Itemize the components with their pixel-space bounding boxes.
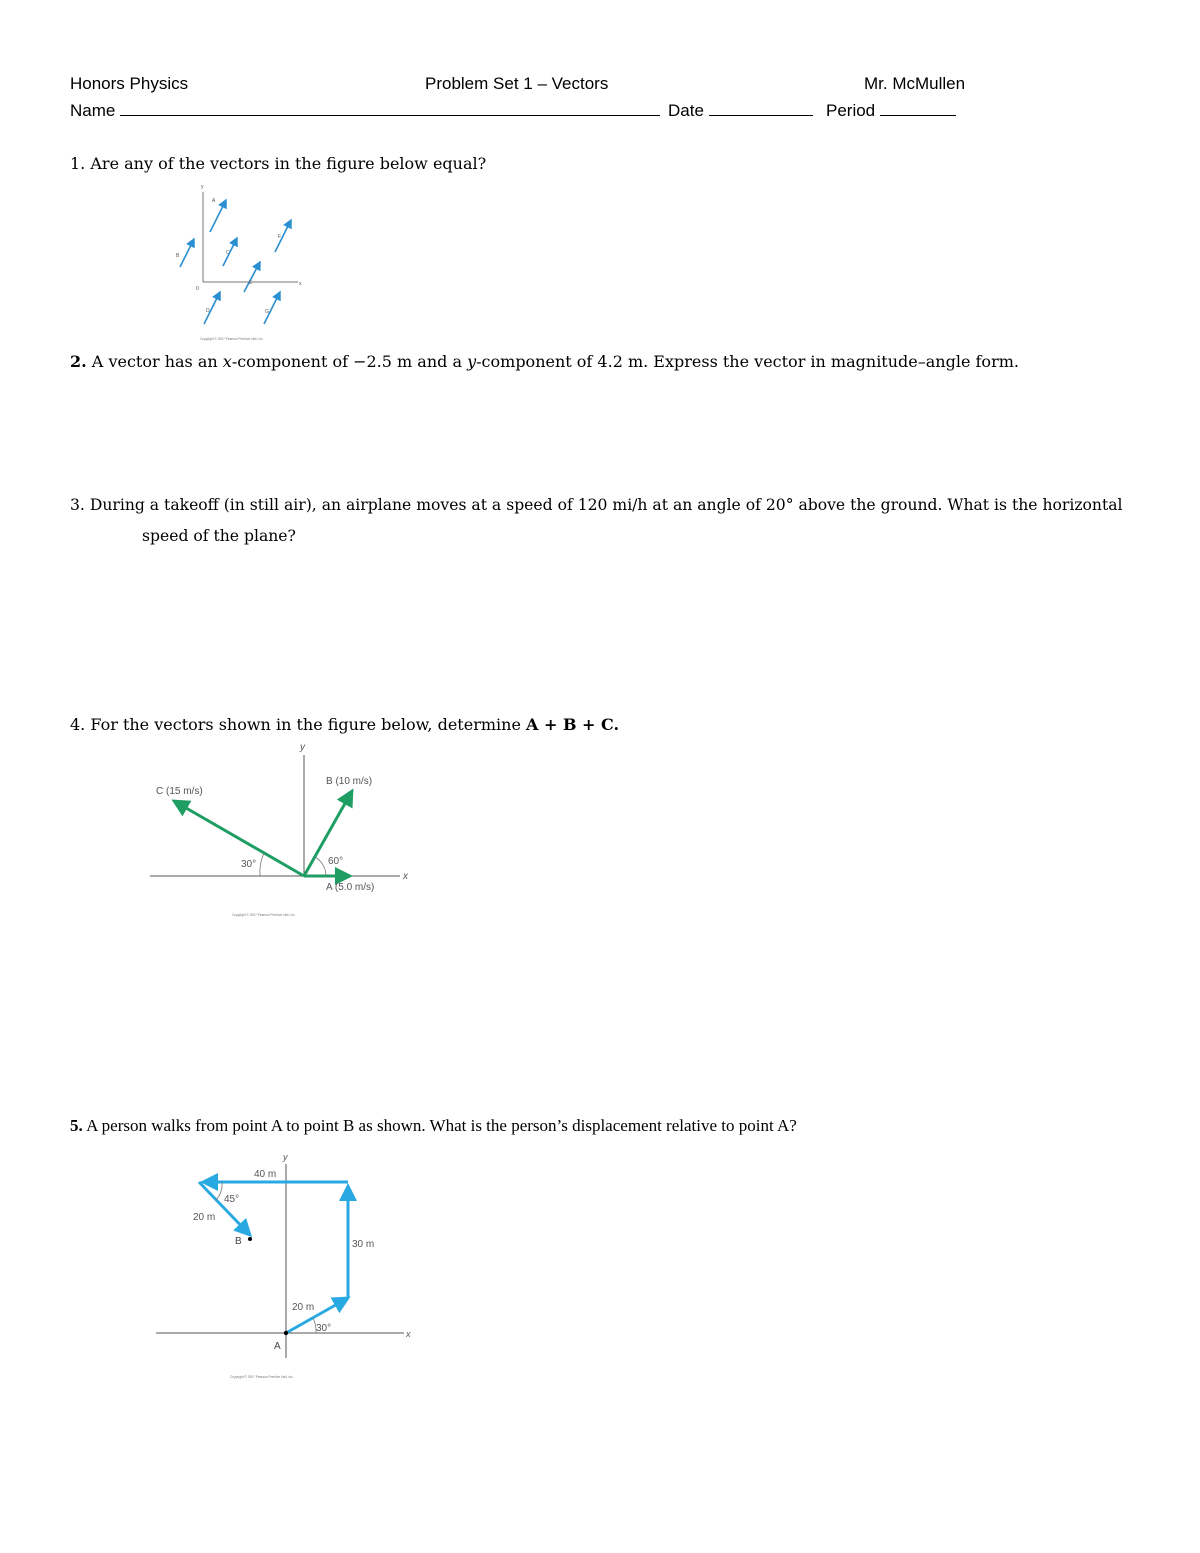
question-4-expression: A + B + C. <box>526 715 620 734</box>
q1-origin-label: 0 <box>196 286 199 292</box>
vector-a-label: A <box>212 198 216 204</box>
name-field-row <box>70 101 660 121</box>
angle-c-arc <box>260 853 264 876</box>
question-5 <box>70 1116 797 1136</box>
date-field-row <box>668 101 813 121</box>
displacement-segment-4 <box>199 1182 250 1235</box>
angle-b-arc <box>315 857 326 876</box>
date-blank[interactable] <box>709 101 813 116</box>
angle-45-arc <box>216 1182 222 1200</box>
question-3-line-1: 3. During a takeoff (in still air), an airplane moves at a speed of 120 mi/h at an angle of 20° above the ground. What is the horizontal <box>70 496 1123 514</box>
period-field-row <box>826 101 956 121</box>
vector-b-label: B <box>176 253 180 259</box>
vector-g <box>264 292 280 324</box>
q5-copyright: Copyright © 2007 Pearson Prentice Hall, Inc. <box>230 1375 294 1379</box>
date-label: Date <box>668 101 704 120</box>
period-blank[interactable] <box>880 101 956 116</box>
question-1 <box>70 154 486 173</box>
angle-30-label: 30° <box>316 1323 332 1334</box>
question-2-number: 2. <box>70 352 87 371</box>
name-label: Name <box>70 101 116 120</box>
vector-f-label: F <box>278 234 282 240</box>
q1-x-label: x <box>299 281 302 287</box>
vector-e-label: E <box>249 280 253 286</box>
question-2-x-var: x <box>222 352 232 371</box>
question-2-text-b: -component of −2.5 m and a <box>231 352 468 371</box>
question-2-text-a: A vector has an <box>91 352 223 371</box>
vector-a <box>210 200 226 232</box>
course-name: Honors Physics <box>70 74 189 93</box>
q5-y-label: y <box>283 1152 288 1162</box>
point-a-label: A <box>274 1341 281 1352</box>
angle-45-label: 45° <box>224 1194 240 1205</box>
q4-y-label: y <box>300 742 305 753</box>
vector-a-label: A (5.0 m/s) <box>326 882 375 893</box>
question-2 <box>70 352 1019 371</box>
segment-2-label: 30 m <box>352 1239 375 1250</box>
q1-figure <box>170 182 310 344</box>
question-5-number: 5. <box>70 1116 83 1135</box>
worksheet-title: Problem Set 1 – Vectors <box>425 74 609 93</box>
vector-c-label: C (15 m/s) <box>156 786 203 797</box>
question-1-text: Are any of the vectors in the figure below equal? <box>90 154 487 173</box>
segment-4-label: 20 m <box>193 1212 216 1223</box>
teacher-name: Mr. McMullen <box>864 74 966 93</box>
period-label: Period <box>826 101 876 120</box>
angle-c-label: 30° <box>241 859 257 870</box>
segment-3-label: 40 m <box>254 1169 277 1180</box>
vector-c <box>174 801 304 876</box>
vector-d-label: D <box>206 308 210 314</box>
q4-x-label: x <box>403 871 408 882</box>
name-blank[interactable] <box>120 101 660 116</box>
segment-1-label: 20 m <box>292 1302 315 1313</box>
q5-figure <box>150 1148 420 1384</box>
vector-b-label: B (10 m/s) <box>326 776 373 787</box>
q5-x-label: x <box>406 1329 411 1339</box>
q1-copyright: Copyright © 2007 Pearson Prentice Hall, Inc. <box>200 337 264 341</box>
question-5-text: A person walks from point A to point B as shown. What is the person’s displacement relative to point A? <box>86 1116 797 1135</box>
question-4-text: 4. For the vectors shown in the figure below, determine <box>70 715 526 734</box>
question-4 <box>70 715 619 734</box>
point-b-marker <box>248 1237 252 1241</box>
vector-b <box>180 239 194 267</box>
point-a-marker <box>284 1331 288 1335</box>
question-2-text-c: -component of 4.2 m. Express the vector in magnitude–angle form. <box>476 352 1019 371</box>
vector-e <box>244 262 260 292</box>
point-b-label: B <box>235 1236 242 1247</box>
question-3-line-2: speed of the plane? <box>142 527 296 545</box>
q4-figure <box>140 738 430 923</box>
angle-b-label: 60° <box>328 856 344 867</box>
q4-copyright: Copyright © 2007 Pearson Prentice Hall, Inc. <box>232 913 296 917</box>
vector-c-label: C <box>226 250 230 256</box>
vector-g-label: G <box>265 309 269 315</box>
question-1-number: 1. <box>70 154 86 173</box>
q1-y-label: y <box>201 184 204 190</box>
question-2-y-var: y <box>467 352 477 371</box>
